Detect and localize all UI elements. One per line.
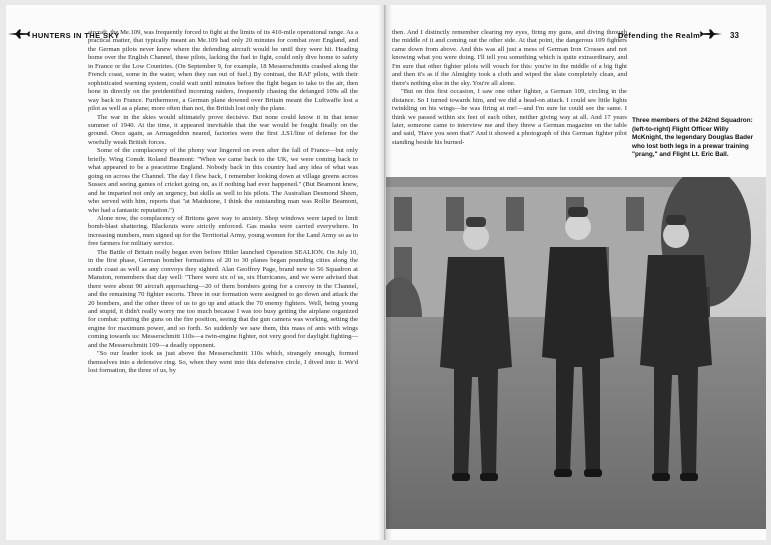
photo-caption: Three members of the 242nd Squadron: (left-to-right) Flight Officer Willy McKnight, the legendary Douglas Bader who lost both legs in a prewar training "prang," and Flight Lt. Eric Ball. [632,117,754,159]
right-body-text [392,29,627,147]
paragraph: "But on this first occasion, I saw one other fighter, a German 109, circling in the distance. So I turned towards him, and we did a head-on attack. I could see little lights twinkling on his wings—he was firing at me!—and I'm sure he could see the same. I think we passed within six feet of each other, neither giving way at all. And 17 years later, someone came to interview me and they threw a German magazine on the table and said, 'Have you seen that?' And it showed a photograph of this German fighter pilot standing beside his burned- [392,88,627,146]
running-head-chapter-title: Defending the Realm [618,31,701,40]
left-running-header [6,27,120,43]
squadron-photograph [386,177,766,529]
paragraph: The war in the skies would ultimately prove decisive. But none could know it in that tense summer of 1940. At the time, it appeared inevitable that the war would be fought finally on the ground. Once again, as Armageddon neared, factories were the first .LS1/line of defense for the woefully weak British forces. [88,113,358,146]
page-number: 33 [730,31,739,40]
paragraph: "So our leader took us just above the Messerschmitt 110s which, strangely enough, formed themselves into a defensive ring. So, when they went into this defensive circle, I dived into it. We'd lost formation, the three of us, by [88,350,358,375]
paragraph: The Battle of Britain really began even before Hitler launched Operation SEALION. On July 10, in the first phase, German bomber formations of 20 to 30 planes began pounding cities along the south coast as well as any convoys they sighted. Alan Geoffrey Page, brand new to 56 Squadron at Manston, remembers that day well: "There were six of us, six Hurricanes, and we were advised that there were about 90 aircraft approaching—20 of them bombers going for a convoy in the Channel, and the remaining 70 fighter escorts. Three in our formation were assigned to go down and attack the 20 bombers, and the other three of us to go up and attack the 70 enemy fighters. Well, being young and stupid, it didn't really worry me too much because I was too busy getting the airplane organized for combat: putting the guns on the fire position, seeing that the gun camera was working, setting the engine for maximum power, and so forth. So suddenly we saw them, this mass of ants with wings coming towards us: Messerschmitt 110s—a twin-engine fighter, not very good for daylight fighting—and the Messerschmitt 109—a deadly opponent. [88,248,358,349]
left-page [6,5,385,540]
running-head-book-title: HUNTERS IN THE SKY [32,31,120,40]
paragraph: Alone now, the complacency of Britons gave way to anxiety. Shop windows were taped to limit bomb-blast shattering. Blackouts were strictly enforced. Gas masks were carried everywhere. In increasing numbers, men signed up for the Territorial Army, young women for the Land Army so as to free farmers for military service. [88,214,358,248]
right-running-header [618,27,766,43]
book-spread [6,5,766,540]
left-body-text [88,29,358,376]
paragraph: aircraft, the Me.109, was frequently forced to fight at the limits of its 410-mile operational range. As a practical matter, that typically meant an Me.109 had only 20 minutes for combat over England, and the German pilots never knew where the defending aircraft would be until they were hit. Heading home over the English Channel, these pilots, lacking the fuel to fight, could only dive home to safety in France or the Low Countries. (On September 9, for example, 18 Messerschmitts crashed along the French coast, some in the water, when they ran out of fuel.) By contrast, the RAF pilots, with their sophisticated warning system, could wait until minutes before the fight began to take to the air, then hone in directly on the preidentified incoming raiders, frequently chasing the defanged 109s all the way back to France. Furthermore, a German plane downed over Britain meant the Luftwaffe lost a pilot as well as a plane; more often than not, the British lost only the plane. [88,29,358,113]
paragraph: Some of the complacency of the phony war lingered on even after the fall of France—but only briefly. Wing Comdr. Roland Beamont: "When we came back to the UK, we were coming back to what appeared to be a peacetime England. Nobody back in this country had any idea of what was going on across the Channel. The day I flew back, I remember looking down at village greens across Sussex and seeing games of cricket going on, as if nothing had ever happened." (But Beamont knew, and he imparted not only an urgency, but skills as well to his pilots. The Australian Desmond Sheen, who served with him, reports that "at Maidstone, I think the outstanding man was Rollie Beamont, who had a fantastic reputation.") [88,147,358,214]
airplane-silhouette-icon [8,29,30,39]
right-page [386,5,766,540]
paragraph: then. And I distinctly remember clearing my eyes, firing my guns, and diving through the middle of it and coming out the other side. At that point, the dangerous 109 fighters came down from above. And this was all just a mess of German Iron Crosses and not knowing what you were doing. I'll tell you something which is quite extraordinary, and I'm sure that other fighter pilots will vouch for this: you're in the middle of a big fight and then it's as if the Almighty took a cloth and wiped the slate completely clean, and there's nothing else in the sky. You're all alone. [392,29,627,87]
airplane-silhouette-icon [700,29,722,39]
